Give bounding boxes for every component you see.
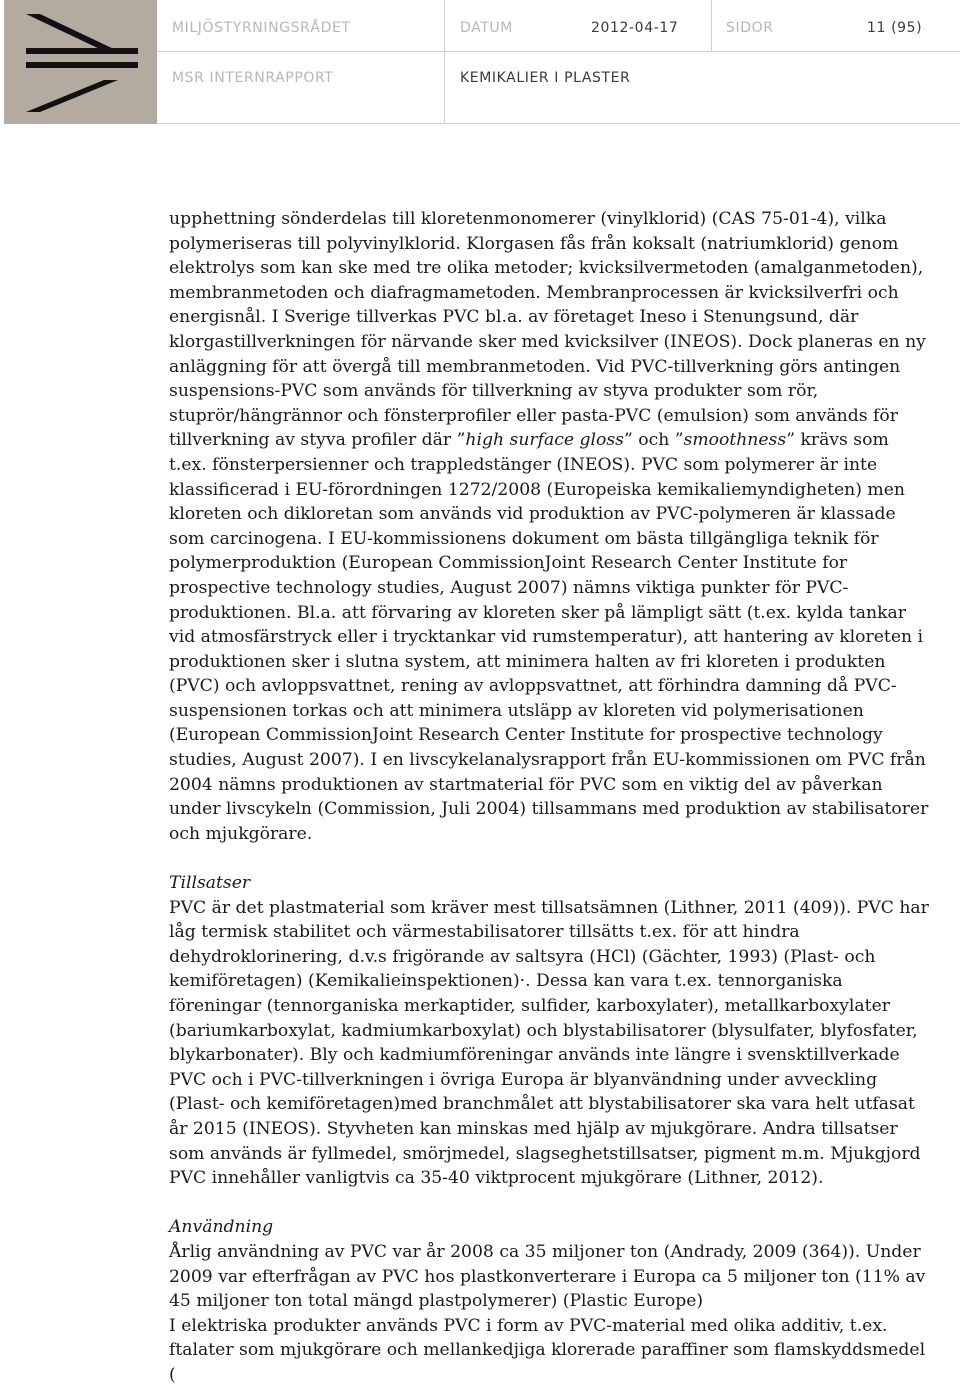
emphasis: high surface gloss [465,430,624,451]
logo [4,0,157,124]
pages-label: SIDOR [726,20,774,36]
date-label: DATUM [460,20,513,36]
header-col-divider [711,0,712,52]
document-body [169,207,929,1388]
paragraph: I elektriska produkter används PVC i form av PVC-material med olika additiv, t.ex. ftalater som mjukgörare och mellankedjiga klorerade paraffiner som flamskyddsmedel ( [169,1315,926,1385]
logo-mark-icon [4,0,157,124]
org-name: MILJÖSTYRNINGSRÅDET [172,20,351,36]
paragraph: upphettning sönderdelas till kloretenmonomerer (vinylklorid) (CAS 75-01-4), vilka polymeriseras till polyvinylklorid. Klorgasen fås från koksalt (natriumklorid) genom elektrolys som kan ske med tre olika metoder; kvicksilvermetoden (amalganmetoden), membranmetoden och diafragmametoden. Membranprocessen är kvicksilverfri och energisnål. I Sverige tillverkas PVC bl.a. av företaget Ineso i Stenungsund, där klorgastillverkningen för närvande sker med kvicksilver (INEOS). Dock planeras en ny anläggning för att övergå till membranmetoden. Vid PVC-tillverkning görs antingen suspensions-PVC som används för tillverkning av styva produkter som rör, stuprör/hängrännor och fönsterprofiler eller pasta-PVC (emulsion) som används för tillverkning av styva profiler där ”high surface gloss” och ”smoothness” krävs som t.ex. fönsterpersienner och trappledstänger (INEOS). PVC som polymerer är inte klassificerad i EU-förordningen 1272/2008 (Europeiska kemikaliemyndigheten) men kloreten och dikloretan som används vid produktion av PVC-polymeren är klassade som carcinogena. I EU-kommissionens dokument om bästa tillgängliga teknik för polymerproduktion (European CommissionJoint Research Center Institute for prospective technology studies, August 2007) nämns viktiga punkter för PVC-produktionen. Bl.a. att förvaring av kloreten sker på lämpligt sätt (t.ex. kylda tankar vid atmosfärstryck eller i trycktankar vid rumstemperatur), att hantering av kloreten i produktionen sker i slutna system, att minimera halten av fri kloreten i produkten (PVC) och avloppsvattnet, rening av avloppsvattnet, att förhindra damning då PVC-suspensionen torkas och att minimera utsläpp av kloreten vid polymerisationen (European CommissionJoint Research Center Institute for prospective technology studies, August 2007). I en livscykelanalysrapport från EU-kommissionen om PVC från 2004 nämns produktionen av startmaterial för PVC som en viktig del av påverkan under livscykeln (Commission, Juli 2004) tillsammans med produktion av stabilisatorer och mjukgörare. [169,209,929,844]
header-divider [157,51,960,52]
pages-value: 11 (95) [867,20,923,36]
emphasis: smoothness [683,430,787,451]
report-title: KEMIKALIER I PLASTER [460,70,631,86]
date-value: 2012-04-17 [591,20,679,36]
section-heading-tillsatser: Tillsatser [169,873,251,894]
paragraph: Årlig användning av PVC var år 2008 ca 35 miljoner ton (Andrady, 2009 (364)). Under 2009 var efterfrågan av PVC hos plastkonverterare i Europa ca 5 miljoner ton (11% av 45 miljoner ton total mängd plastpolymerer) (Plastic Europe) [169,1241,926,1312]
header-bottom-border [157,123,960,124]
section-heading-anvandning: Användning [169,1217,274,1238]
report-type: MSR INTERNRAPPORT [172,70,334,86]
paragraph: PVC är det plastmaterial som kräver mest tillsatsämnen (Lithner, 2011 (409)). PVC har låg termisk stabilitet och värmestabilisatorer tillsätts t.ex. för att hindra dehydroklorinering, d.v.s frigörande av saltsyra (HCl) (Gächter, 1993) (Plast- och kemiföretagen) (Kemikalieinspektionen)·. Dessa kan vara t.ex. tennorganiska föreningar (tennorganiska merkaptider, sulfider, karboxylater), metallkarboxylater (bariumkarboxylat, kadmiumkarboxylat) och blystabilisatorer (blysulfater, blyfosfater, blykarbonater). Bly och kadmiumföreningar används inte längre i svensktillverkade PVC och i PVC-tillverkningen i övriga Europa är blyanvändning under avveckling (Plast- och kemiföretagen)med branchmålet att blystabilisatorer ska vara helt utfasat år 2015 (INEOS). Styvheten kan minskas med hjälp av mjukgörare. Andra tillsatser som används är fyllmedel, smörjmedel, slagseghetstillsatser, pigment m.m. Mjukgjord PVC innehåller vanligtvis ca 35-40 viktprocent mjukgörare (Lithner, 2012). [169,897,929,1189]
header-col-divider [444,0,445,124]
